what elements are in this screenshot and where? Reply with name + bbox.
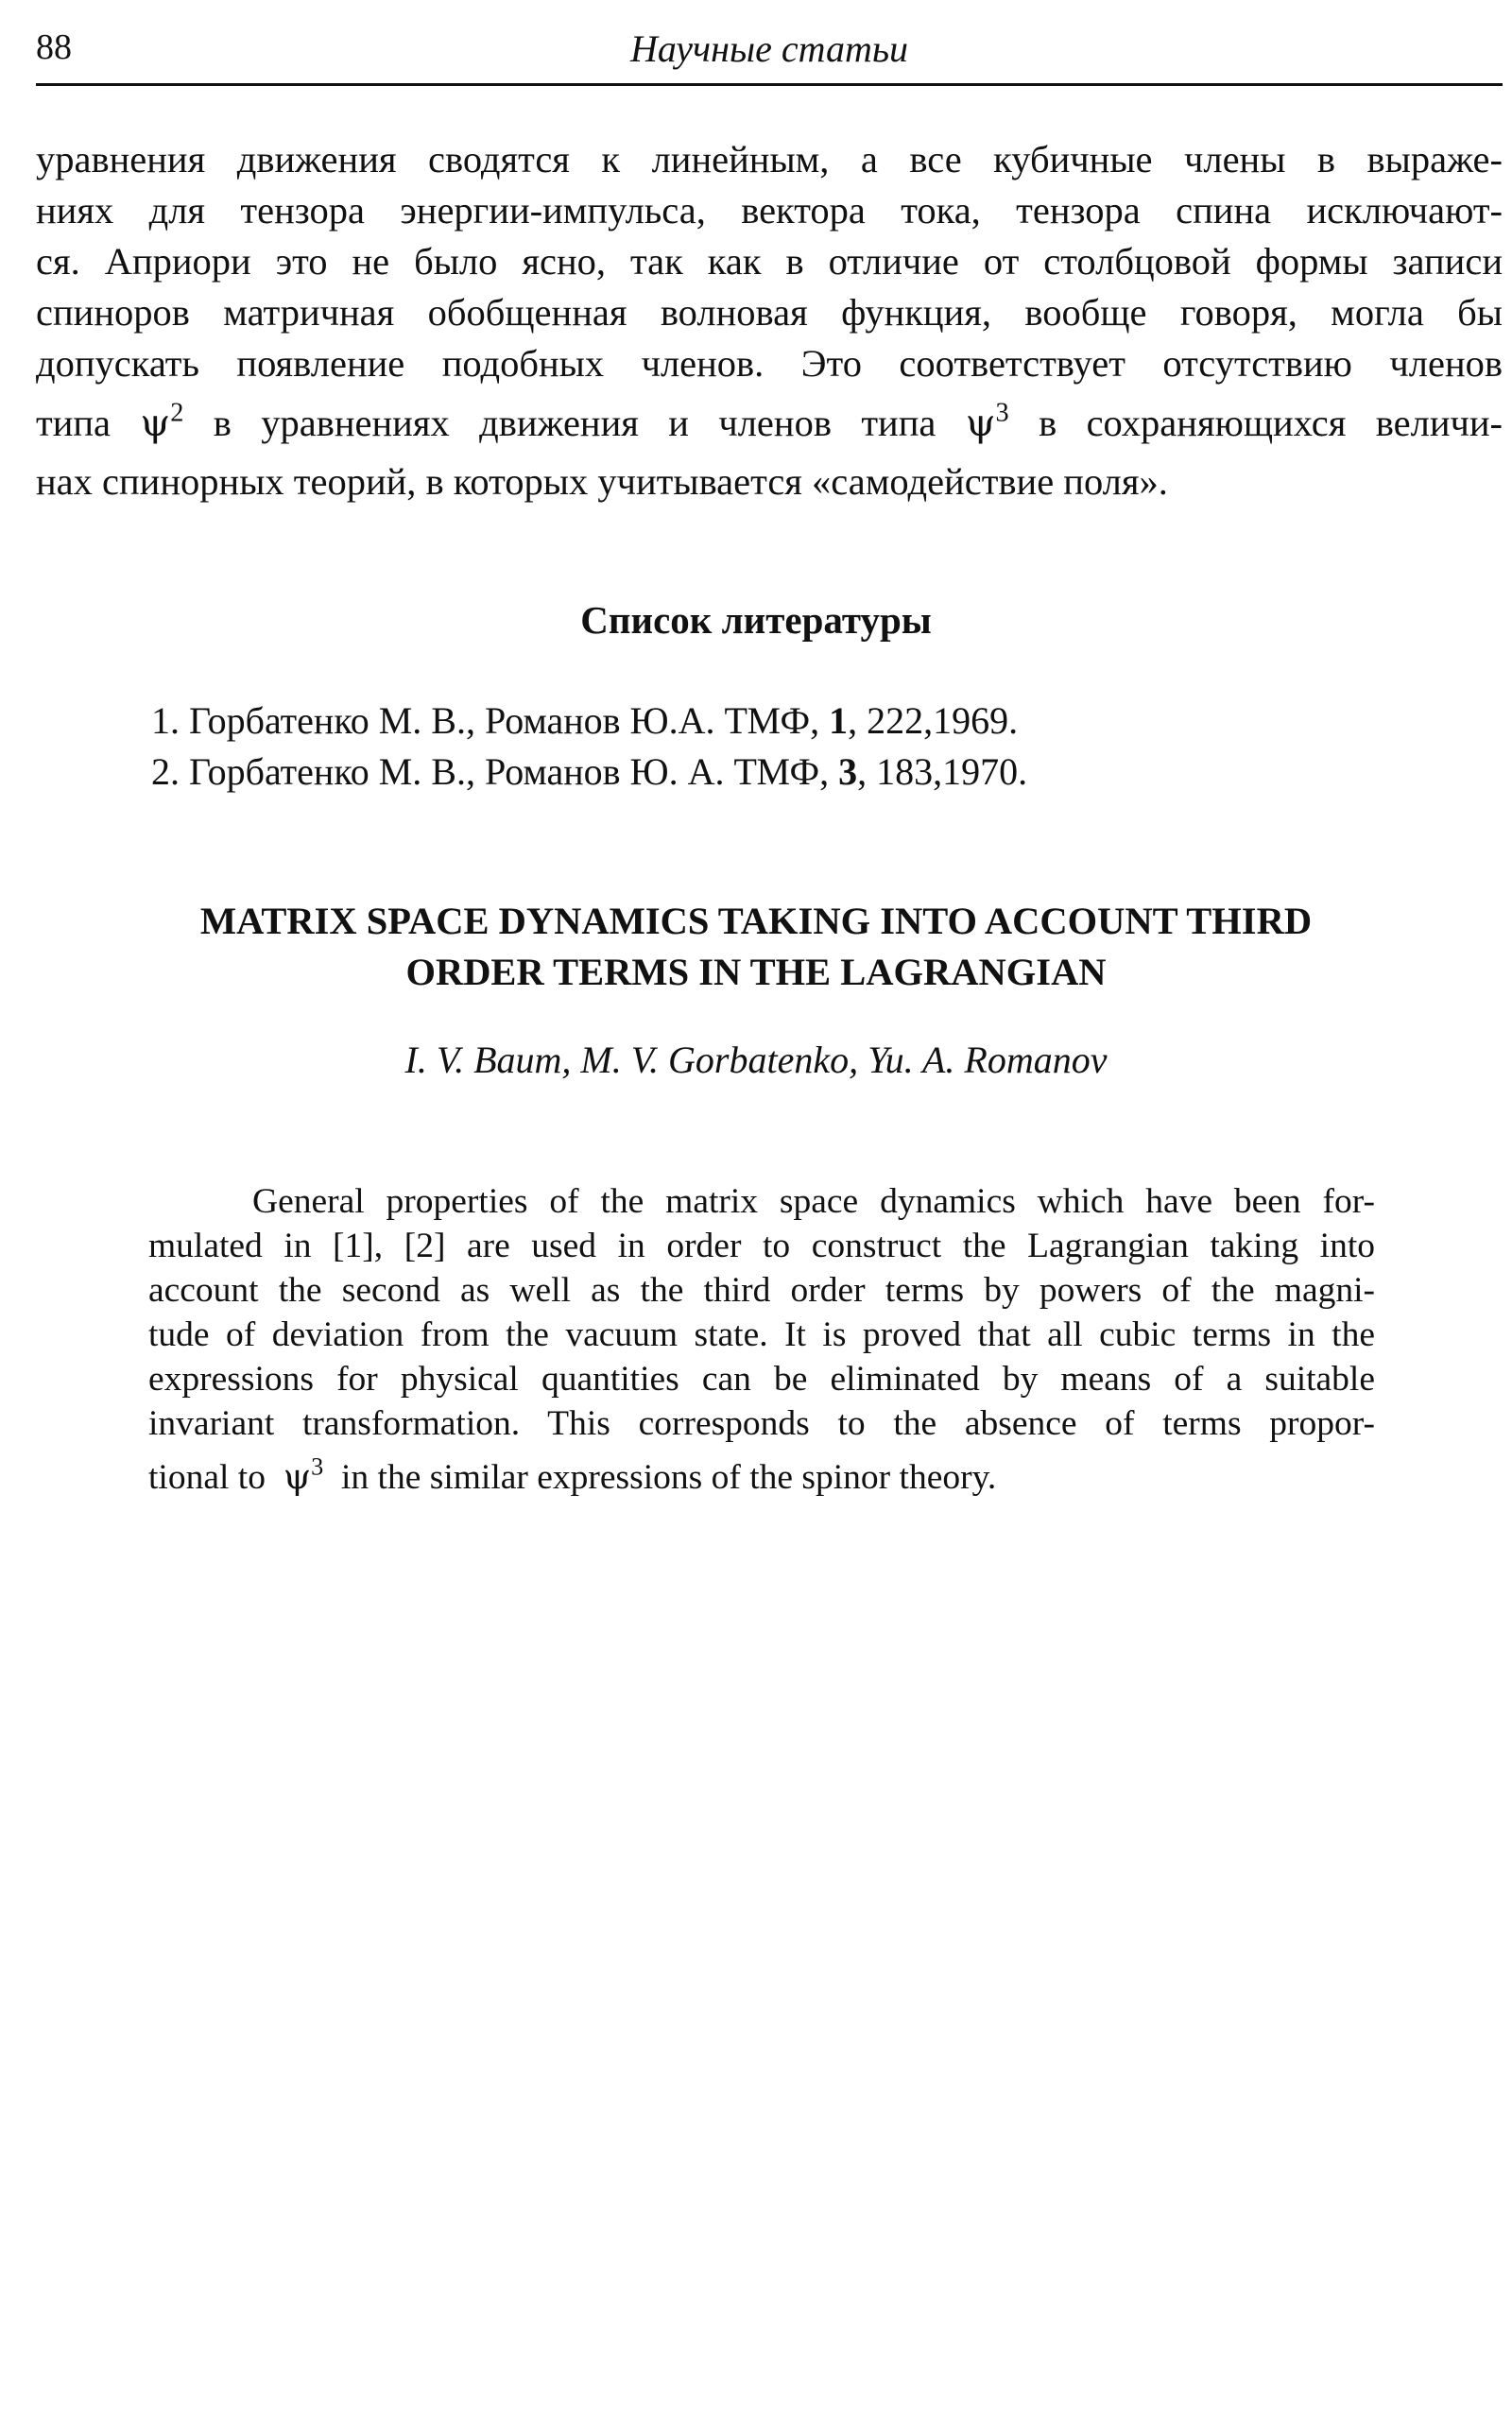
reference-list [151, 696, 1027, 798]
text-line: account the second as well as the third order terms by powers of the magni- [148, 1271, 1375, 1310]
reference-text: 1. Горбатенко М. В., Романов Ю.А. ТМФ, [151, 699, 830, 742]
abstract [148, 1179, 1375, 1508]
exponent: 3 [995, 398, 1009, 428]
text-line: mulated in [1], [2] are used in order to construct the Lagrangian taking into [148, 1227, 1375, 1265]
text-line: нах спинорных теорий, в которых учитывается «самодействие поля». [36, 460, 1168, 503]
text-line: ниях для тензора энергии-импульса, вектора тока, тензора спина исключают- [36, 189, 1503, 232]
psi-symbol: ψ [283, 1455, 312, 1497]
text-line: General properties of the matrix space dynamics which have been for- [252, 1182, 1375, 1221]
psi-symbol: ψ [140, 400, 171, 445]
reference-item [151, 747, 1027, 798]
text-fragment: в уравнениях движения и членов типа [213, 402, 936, 444]
text-line: invariant transformation. This corresponds to the absence of terms propor- [148, 1404, 1375, 1443]
page-number: 88 [36, 27, 72, 67]
text-line-with-formula [148, 1446, 1375, 1508]
reference-volume: 3 [838, 750, 858, 793]
text-line-with-formulas [36, 389, 1503, 456]
running-title: Научные статьи [629, 27, 909, 70]
reference-text: , 183,1970. [857, 750, 1028, 793]
header-rule [36, 83, 1503, 86]
text-fragment: in the similar expressions of the spinor theory. [341, 1458, 997, 1497]
psi-symbol: ψ [965, 400, 996, 445]
text-line: уравнения движения сводятся к линейным, а все кубичные члены в выраже- [36, 138, 1503, 180]
title-line: ORDER TERMS IN THE LAGRANGIAN [405, 951, 1107, 993]
exponent: 3 [311, 1452, 324, 1481]
text-line: ся. Априори это не было ясно, так как в отличие от столбцовой формы записи [36, 240, 1503, 283]
authors: I. V. Baum, M. V. Gorbatenko, Yu. A. Romanov [404, 1039, 1108, 1081]
title-line: MATRIX SPACE DYNAMICS TAKING INTO ACCOUNT THIRD [199, 900, 1313, 942]
page-header [36, 19, 1503, 85]
text-fragment: tional to [148, 1458, 266, 1497]
exponent: 2 [170, 398, 184, 428]
text-fragment: типа [36, 402, 112, 444]
reference-volume: 1 [829, 699, 849, 742]
text-line: спиноров матричная обобщенная волновая функция, вообще говоря, могла бы [36, 291, 1503, 334]
text-line: допускать появление подобных членов. Это соответствует отсутствию членов [36, 342, 1503, 385]
reference-text: 2. Горбатенко М. В., Романов Ю. А. ТМФ, [151, 750, 839, 793]
references-heading: Список литературы [580, 598, 932, 642]
russian-paragraph [36, 134, 1503, 507]
text-fragment: в сохраняющихся величи- [1039, 402, 1503, 444]
reference-item [151, 696, 1027, 747]
reference-text: , 222,1969. [848, 699, 1019, 742]
english-title [0, 896, 1512, 998]
text-line: expressions for physical quantities can be eliminated by means of a suitable [148, 1360, 1375, 1399]
text-line: tude of deviation from the vacuum state. It is proved that all cubic terms in the [148, 1315, 1375, 1354]
